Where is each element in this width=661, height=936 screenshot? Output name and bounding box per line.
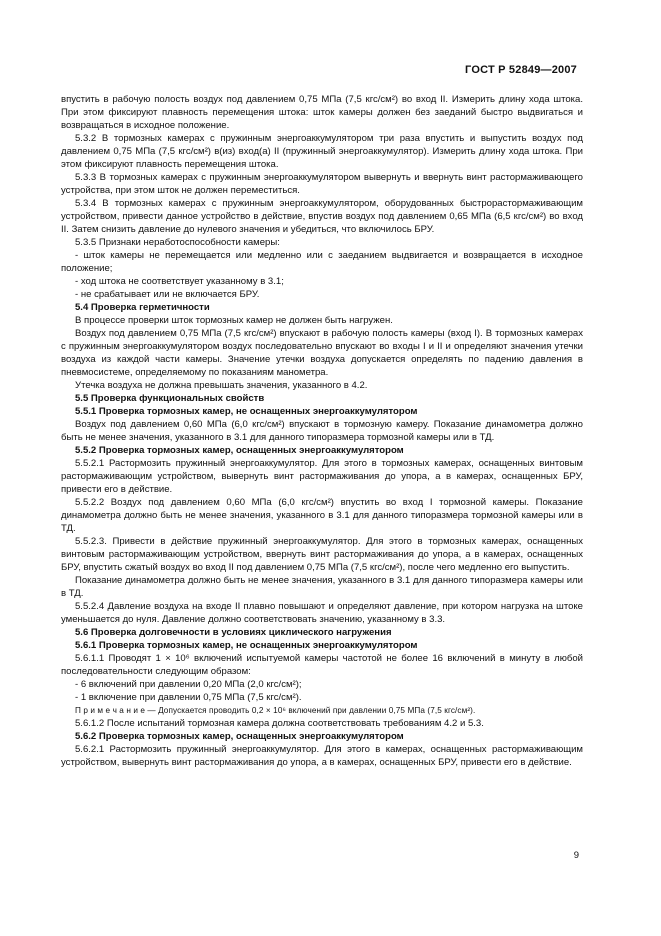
section-heading: 5.6 Проверка долговечности в условиях циклического нагружения	[75, 627, 392, 638]
paragraph: 5.5.2.4 Давление воздуха на входе II плавно повышают и определяют давление, при котором нагрузка на штоке уменьшается до нуля. Давление должно соответствовать значению, указанному в 3.3.	[61, 601, 583, 625]
list-item: - ход штока не соответствует указанному в 3.1;	[75, 276, 284, 287]
list-item: - 1 включение при давлении 0,75 МПа (7,5 кгс/см²).	[75, 692, 302, 703]
paragraph: Воздух под давлением 0,60 МПа (6,0 кгс/см²) впускают в тормозную камеру. Показание динамометра должно быть не менее значения, указанного в 3.1 для данного типоразмера тормозной камеры или в ТД.	[61, 419, 583, 443]
document-body	[61, 93, 583, 769]
list-item: - не срабатывает или не включается БРУ.	[75, 289, 260, 300]
paragraph: 5.6.2.1 Растормозить пружинный энергоаккумулятор. Для этого в камерах, оснащенных растормаживающим устройством, вывернуть винт растормаживания до упора, а в камерах, оснащенных БРУ, привести его в действие.	[61, 744, 583, 768]
page-number: 9	[573, 850, 579, 861]
subsection-heading: 5.5.2 Проверка тормозных камер, оснащенных энергоаккумулятором	[75, 445, 404, 456]
section-heading: 5.5 Проверка функциональных свойств	[75, 393, 265, 404]
paragraph: В процессе проверки шток тормозных камер не должен быть нагружен.	[75, 315, 393, 326]
paragraph: впустить в рабочую полость воздух под давлением 0,75 МПа (7,5 кгс/см²) во вход II. Измерить длину хода штока. При этом фиксируют плавность перемещения штока: шток камеры должен без заеданий быстро выдвигаться и возвращаться в исходное положение.	[61, 94, 583, 131]
paragraph: 5.5.2.3. Привести в действие пружинный энергоаккумулятор. Для этого в тормозных камерах, оснащенных винтовым растормаживающим устройством, ввернуть винт растормаживания до упора, а в камерах, оснащенных БРУ, впустить сжатый воздух во вход II под давлением 0,75 МПа (7,5 кгс/см²), после чего медленно его выпустить.	[61, 536, 583, 573]
paragraph: Утечка воздуха не должна превышать значения, указанного в 4.2.	[75, 380, 368, 391]
subsection-heading: 5.6.1 Проверка тормозных камер, не оснащенных энергоаккумулятором	[75, 640, 418, 651]
paragraph: Показание динамометра должно быть не менее значения, указанного в 3.1 для данного типоразмера камеры или в ТД.	[61, 575, 583, 599]
paragraph: 5.6.1.1 Проводят 1 × 10⁶ включений испытуемой камеры частотой не более 16 включений в минуту в любой последовательности следующим образом:	[61, 653, 583, 677]
paragraph: 5.3.2 В тормозных камерах с пружинным энергоаккумулятором три раза впустить и выпустить воздух под давлением 0,75 МПа (7,5 кгс/см²) в(из) вход(а) II (пружинный энергоаккумулятор). Измерить длину хода штока. При этом фиксируют плавность перемещения штока.	[61, 133, 583, 170]
paragraph: 5.3.3 В тормозных камерах с пружинным энергоаккумулятором вывернуть и ввернуть винт растормаживающего устройства, при этом шток не должен переместиться.	[61, 172, 583, 196]
paragraph: 5.5.2.2 Воздух под давлением 0,60 МПа (6,0 кгс/см²) впустить во вход I тормозной камеры. Показание динамометра должно быть не менее значения, указанного в 3.1 для данного типоразмера тормозной камеры или в ТД.	[61, 497, 583, 534]
section-heading: 5.4 Проверка герметичности	[75, 302, 210, 313]
paragraph: 5.3.5 Признаки неработоспособности камеры:	[75, 237, 280, 248]
list-item: - 6 включений при давлении 0,20 МПа (2,0 кгс/см²);	[75, 679, 302, 690]
subsection-heading: 5.6.2 Проверка тормозных камер, оснащенных энергоаккумулятором	[75, 731, 404, 742]
paragraph: Воздух под давлением 0,75 МПа (7,5 кгс/см²) впускают в рабочую полость камеры (вход I). В тормозных камерах с пружинным энергоаккумулятором воздух последовательно впускают во входы I и II и определяют значения утечки воздуха из каждой части камеры. Значение утечки воздуха допускается определять по падению давления в пневмосистеме, определяемому по показаниям манометра.	[61, 328, 583, 378]
paragraph: 5.5.2.1 Растормозить пружинный энергоаккумулятор. Для этого в тормозных камерах, оснащенных винтовым растормаживающим устройством, вывернуть винт растормаживания до упора, а в камерах, оснащенных БРУ, привести его в действие.	[61, 458, 583, 495]
paragraph: 5.6.1.2 После испытаний тормозная камера должна соответствовать требованиям 4.2 и 5.3.	[75, 718, 484, 729]
list-item: - шток камеры не перемещается или медленно или с заеданием выдвигается и возвращается в исходное положение;	[61, 250, 583, 274]
note: П р и м е ч а н и е — Допускается проводить 0,2 × 10⁶ включений при давлении 0,75 МПа (7,5 кгс/см²).	[75, 706, 476, 715]
paragraph: 5.3.4 В тормозных камерах с пружинным энергоаккумулятором, оборудованных быстрорастормаживающим устройством, привести данное устройство в действие, впустив воздух под давлением 0,65 МПа (6,5 кгс/см²) во вход II. Затем снизить давление до нулевого значения и убедиться, что включилось БРУ.	[61, 198, 583, 235]
document-header: ГОСТ Р 52849—2007	[465, 64, 577, 76]
subsection-heading: 5.5.1 Проверка тормозных камер, не оснащенных энергоаккумулятором	[75, 406, 418, 417]
